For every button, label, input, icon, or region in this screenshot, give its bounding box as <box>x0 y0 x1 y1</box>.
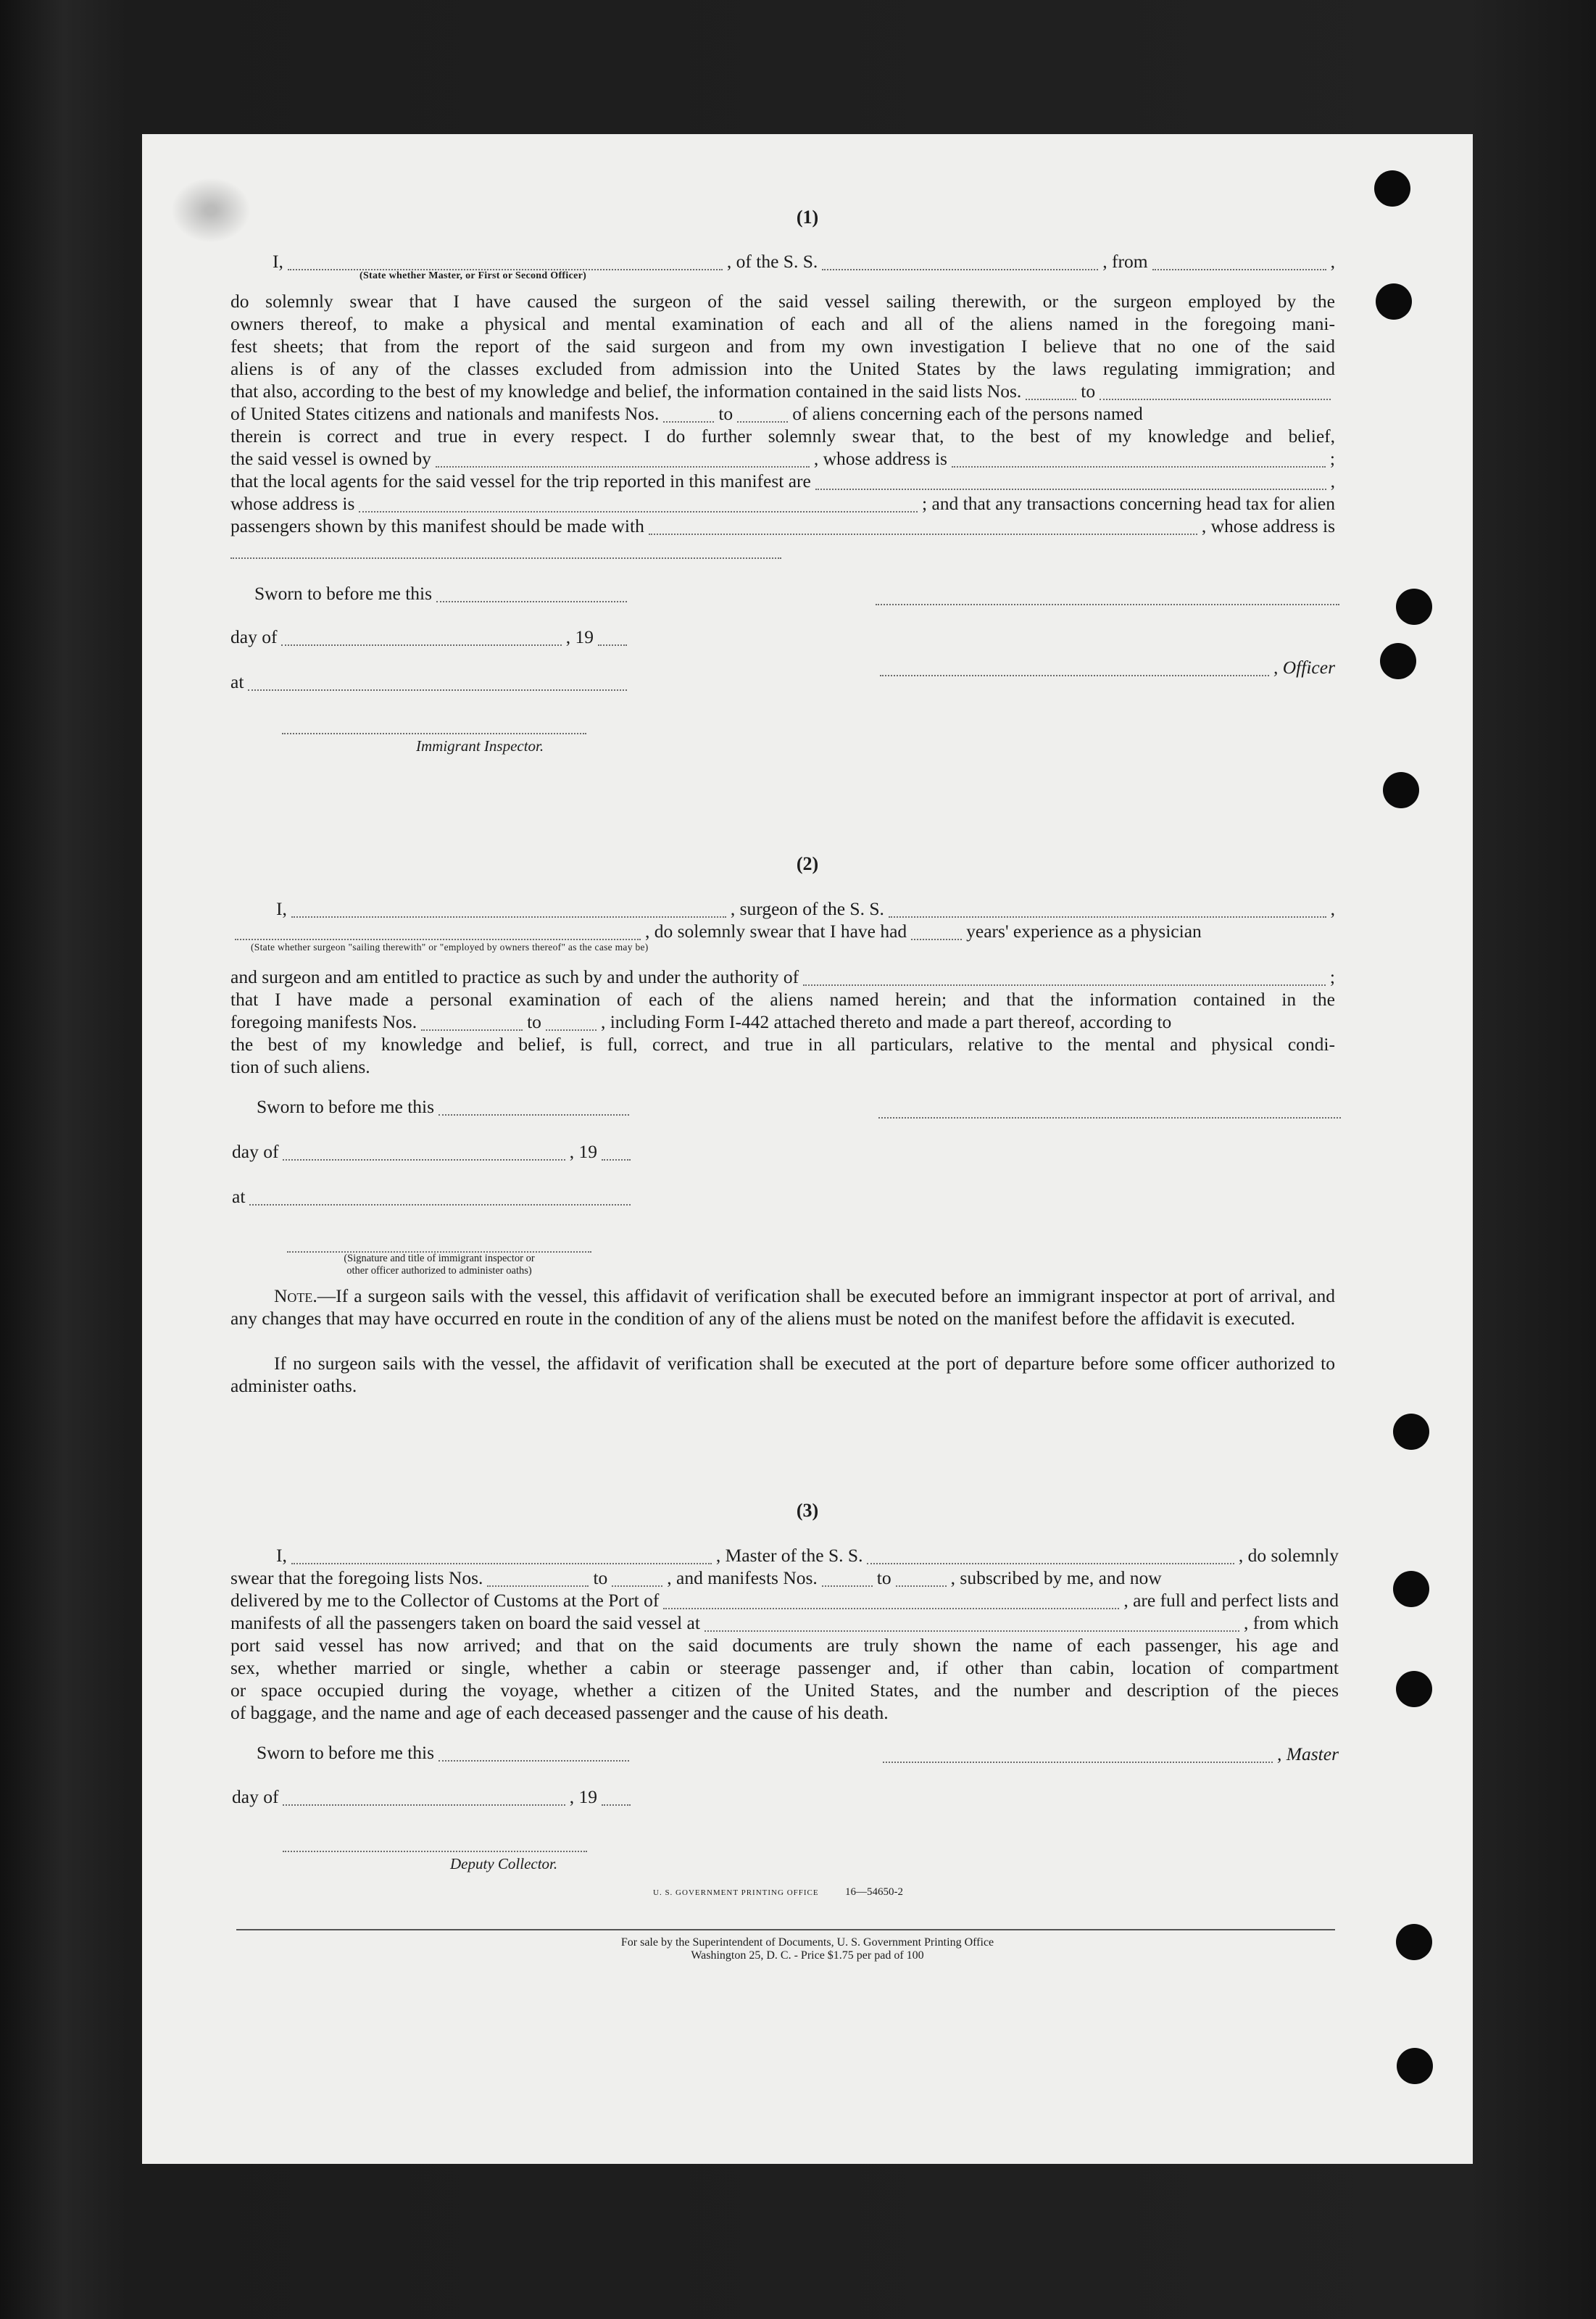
s1-line-3: owners thereof, to make a physical and mental examination of each and all of the aliens named in the foregoing mani- <box>230 313 1335 334</box>
s2-vessel-name-field[interactable] <box>889 902 1326 918</box>
s3-line-8: of baggage, and the name and age of each deceased passenger and the cause of his death. <box>230 1702 889 1723</box>
customs-port-field[interactable] <box>663 1593 1119 1609</box>
s1-inspector-signature-line[interactable] <box>282 731 586 734</box>
s2-place-field[interactable] <box>249 1190 631 1206</box>
s2-manifest-to-field[interactable] <box>546 1015 597 1031</box>
s2-at-line: at <box>232 1185 635 1208</box>
s1-at-line: at <box>230 671 631 693</box>
s3-line-3: delivered by me to the Collector of Customs at the Port of , are full and perfect lists and <box>230 1590 1339 1611</box>
s1-officer-line: , Officer <box>876 656 1335 679</box>
owner-address-field[interactable] <box>952 452 1326 468</box>
s2-note-paragraph: Note.—If a surgeon sails with the vessel, this affidavit of verification shall be executed before an immigrant inspector at port of arrival, and any changes that may have occurred en route in the condition of any of the aliens must be noted on the manifest before the affidavit is executed. <box>230 1285 1335 1329</box>
s2-signature-caption: (Signature and title of immigrant inspector or other officer authorized to administer oaths) <box>344 1253 535 1277</box>
punch-hole <box>1393 1571 1429 1607</box>
s1-line-2: do solemnly swear that I have caused the surgeon of the said vessel sailing therewith, or the surgeon employed by the <box>230 291 1335 312</box>
sale-notice: For sale by the Superintendent of Documents, U. S. Government Printing Office Washington 25, D. C. - Price $1.75 per pad of 100 <box>620 1936 994 1962</box>
s2-line-2: , do solemnly swear that I have had years' experience as a physician <box>230 920 1335 942</box>
s3-manifest-from-field[interactable] <box>822 1571 873 1587</box>
s3-collector-caption: Deputy Collector. <box>450 1855 558 1872</box>
s2-line-5: foregoing manifests Nos. to , including Form I-442 attached thereto and made a part thereof, according to <box>230 1011 1172 1032</box>
manifest-to-field[interactable] <box>737 407 788 423</box>
s2-note-paragraph-2: If no surgeon sails with the vessel, the affidavit of verification shall be executed at the port of departure before some officer authorized to administer oaths. <box>230 1353 1335 1396</box>
punch-hole <box>1376 283 1412 320</box>
s1-line-10: that the local agents for the said vessel for the trip reported in this manifest are , <box>230 470 1335 491</box>
s2-sworn-line: Sworn to before me this <box>257 1095 633 1118</box>
s3-line-6: sex, whether married or single, whether a cabin or steerage passenger and, if other than cabin, location of compartment <box>230 1657 1339 1678</box>
years-experience-field[interactable] <box>911 924 962 940</box>
s1-line-4: fest sheets; that from the report of the said surgeon and from my own investigation I believe that no one of the said <box>230 336 1335 357</box>
local-agents-field[interactable] <box>815 474 1326 490</box>
s2-sworn-date-field[interactable] <box>439 1100 629 1116</box>
s1-line-11: whose address is ; and that any transactions concerning head tax for alien <box>230 493 1335 514</box>
punch-hole <box>1397 2048 1433 2084</box>
s1-line-12: passengers shown by this manifest should be made with , whose address is <box>230 515 1335 536</box>
s1-sworn-line: Sworn to before me this <box>254 582 631 605</box>
agents-address-field[interactable] <box>359 497 918 513</box>
s1-sworn-date-field[interactable] <box>436 586 627 602</box>
punch-hole <box>1396 589 1432 625</box>
manifest-affidavit-page <box>142 134 1473 2164</box>
s3-line-1: I, , Master of the S. S. , do solemnly <box>276 1545 1339 1566</box>
s2-manifest-from-field[interactable] <box>421 1015 523 1031</box>
s3-sworn-line: Sworn to before me this <box>257 1741 633 1764</box>
officer-name-field[interactable] <box>288 254 723 270</box>
footer-rule <box>236 1929 1335 1930</box>
s3-day-field[interactable] <box>283 1790 565 1806</box>
s3-collector-signature-line[interactable] <box>283 1849 587 1852</box>
practice-authority-field[interactable] <box>803 970 1326 986</box>
vessel-owner-field[interactable] <box>436 452 810 468</box>
punch-hole <box>1393 1414 1429 1450</box>
punch-hole <box>1383 772 1419 808</box>
s2-line-4: that I have made a personal examination of each of the aliens named herein; and that the information contained in the <box>230 989 1335 1010</box>
s2-line-7: tion of such aliens. <box>230 1056 370 1077</box>
s2-year-field[interactable] <box>602 1145 631 1161</box>
s1-inspector-caption: Immigrant Inspector. <box>416 737 544 755</box>
section-3-heading: (3) <box>796 1500 819 1521</box>
s1-line-8: therein is correct and true in every respect. I do further solemnly swear that, to the best of my knowledge and belief, <box>230 426 1335 447</box>
embarkation-port-field[interactable] <box>705 1616 1239 1632</box>
section-2-heading: (2) <box>796 853 819 874</box>
s3-line-2: swear that the foregoing lists Nos. to , and manifests Nos. to , subscribed by me, and now <box>230 1567 1162 1588</box>
s1-line-5: aliens is of any of the classes excluded from admission into the United States by the laws regulating immigration; and <box>230 358 1335 379</box>
citizen-list-to-field[interactable] <box>1100 384 1331 400</box>
printing-office-label: U. S. GOVERNMENT PRINTING OFFICE <box>653 1888 819 1897</box>
head-tax-address-line[interactable] <box>230 556 781 559</box>
s1-line-7: of United States citizens and nationals and manifests Nos. to of aliens concerning each of the persons named <box>230 403 1143 424</box>
s1-officer-signature-line-1[interactable] <box>876 602 1339 605</box>
s2-line-3: and surgeon and am entitled to practice as such by and under the authority of ; <box>230 966 1335 987</box>
vessel-name-field[interactable] <box>822 254 1098 270</box>
master-name-field[interactable] <box>291 1548 712 1564</box>
manifest-from-field[interactable] <box>663 407 714 423</box>
punch-hole <box>1380 643 1416 679</box>
section-1-heading: (1) <box>796 207 819 228</box>
s3-day-line: day of , 19 <box>232 1785 635 1808</box>
officer-rank-caption: (State whether Master, or First or Second Officer) <box>359 270 587 281</box>
s3-sworn-date-field[interactable] <box>439 1746 629 1762</box>
s3-line-7: or space occupied during the voyage, whether a citizen of the United States, and the number and description of the pieces <box>230 1680 1339 1701</box>
surgeon-status-caption: (State whether surgeon "sailing therewith" or "employed by owners thereof" as the case may be) <box>251 942 649 953</box>
s3-line-4: manifests of all the passengers taken on board the said vessel at , from which <box>230 1612 1339 1633</box>
departure-port-field[interactable] <box>1152 254 1326 270</box>
s1-place-field[interactable] <box>248 675 627 691</box>
s3-master-line: , Master <box>878 1743 1339 1765</box>
s3-manifest-to-field[interactable] <box>896 1571 947 1587</box>
s1-line-6: that also, according to the best of my knowledge and belief, the information contained in the said lists Nos. to <box>230 380 1335 402</box>
s1-day-field[interactable] <box>281 630 561 646</box>
s1-year-field[interactable] <box>598 630 627 646</box>
head-tax-contact-field[interactable] <box>649 519 1197 535</box>
master-signature-field[interactable] <box>883 1747 1273 1763</box>
surgeon-status-field[interactable] <box>235 924 641 940</box>
s3-list-to-field[interactable] <box>612 1571 662 1587</box>
surgeon-name-field[interactable] <box>291 902 726 918</box>
s1-line-9: the said vessel is owned by , whose address is ; <box>230 448 1335 469</box>
s3-list-from-field[interactable] <box>487 1571 589 1587</box>
citizen-list-from-field[interactable] <box>1026 384 1076 400</box>
s2-day-field[interactable] <box>283 1145 565 1161</box>
s2-surgeon-signature-line[interactable] <box>878 1116 1341 1119</box>
s1-officer-signature-field[interactable] <box>880 660 1269 676</box>
s3-year-field[interactable] <box>602 1790 631 1806</box>
s1-day-line: day of , 19 <box>230 626 631 648</box>
punch-hole <box>1374 170 1410 207</box>
s2-line-1: I, , surgeon of the S. S. , <box>276 898 1335 919</box>
s2-line-6: the best of my knowledge and belief, is full, correct, and true in all particulars, relative to the mental and physical condi- <box>230 1034 1335 1055</box>
punch-hole <box>1396 1671 1432 1707</box>
s3-vessel-name-field[interactable] <box>867 1548 1234 1564</box>
s2-day-line: day of , 19 <box>232 1140 635 1163</box>
form-code: 16—54650-2 <box>845 1886 903 1898</box>
s1-line-1: I, , of the S. S. , from , <box>273 251 1335 272</box>
s3-line-5: port said vessel has now arrived; and that on the said documents are truly shown the name of each passenger, his age and <box>230 1635 1339 1656</box>
